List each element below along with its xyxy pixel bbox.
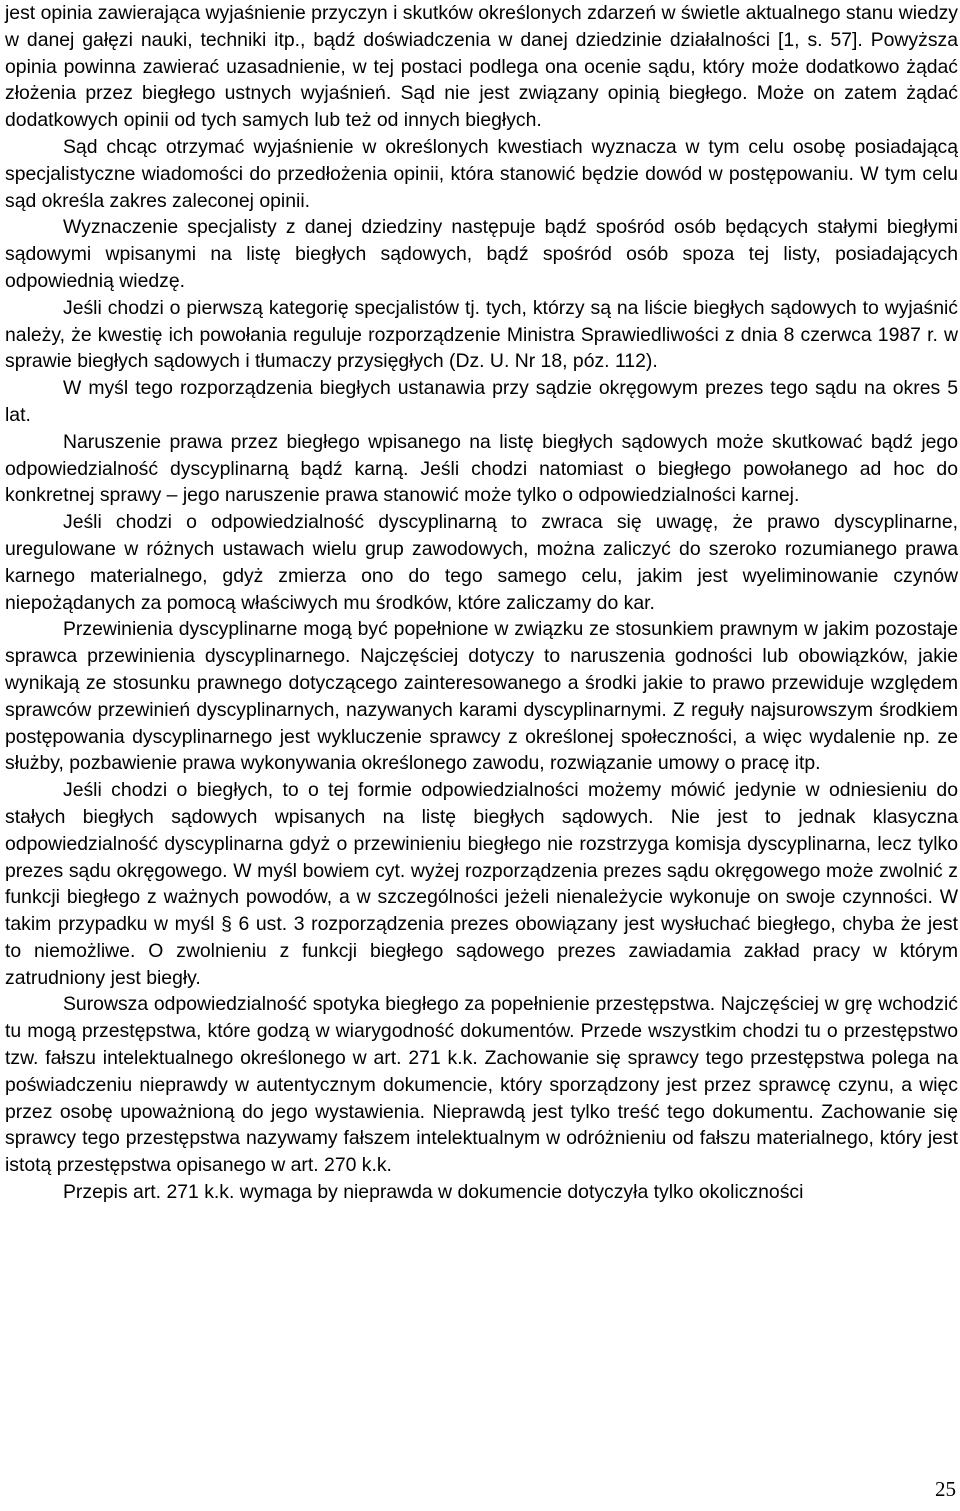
paragraph-5: W myśl tego rozporządzenia biegłych ustanawia przy sądzie okręgowym prezes tego sądu na okres 5 lat. <box>5 377 958 426</box>
paragraph-3: Wyznaczenie specjalisty z danej dziedziny następuje bądź spośród osób będących stałymi biegłymi sądowymi wpisanymi na listę biegłych sądowych, bądź spośród osób spoza tej listy, posiadających odpowiednią wiedzę. <box>5 216 958 292</box>
paragraph-7: Jeśli chodzi o odpowiedzialność dyscyplinarną to zwraca się uwagę, że prawo dyscyplinarne, uregulowane w różnych ustawach wielu grup zawodowych, można zaliczyć do szeroko rozumianego prawa karnego materialnego, gdyż zmierza ono do tego samego celu, jakim jest wyeliminowanie czynów niepożądanych za pomocą właściwych mu środków, które zaliczamy do kar. <box>5 511 958 614</box>
paragraph-11: Przepis art. 271 k.k. wymaga by nieprawda w dokumencie dotyczyła tylko okoliczności <box>63 1181 804 1204</box>
paragraph-6: Naruszenie prawa przez biegłego wpisanego na listę biegłych sądowych może skutkować bądź jego odpowiedzialność dyscyplinarną bądź karną. Jeśli chodzi natomiast o biegłego powołanego ad hoc do konkretnej sprawy – jego naruszenie prawa stanowić może tylko o odpowiedzialności karnej. <box>5 430 958 507</box>
paragraph-10: Surowsza odpowiedzialność spotyka biegłego za popełnienie przestępstwa. Najczęściej w grę wchodzić tu mogą przestępstwa, które godzą w wiarygodność dokumentów. Przede wszystkim chodzi tu o przestępstwo tzw. fałszu intelektualnego określonego w art. 271 k.k. Zachowanie się sprawcy tego przestępstwa polega na poświadczeniu nieprawdy w autentycznym dokumencie, który sporządzony jest przez sprawcę czynu, a więc przez osobę upoważnioną do jego wystawienia. Nieprawdą jest tylko treść tego dokumentu. Zachowanie się sprawcy tego przestępstwa nazywamy fałszem intelektualnym w odróżnieniu od fałszu materialnego, który jest istotą przestępstwa opisanego w art. 270 k.k. <box>5 993 958 1177</box>
page-number: 25 <box>935 1477 956 1501</box>
paragraph-1: jest opinia zawierająca wyjaśnienie przyczyn i skutków określonych zdarzeń w świetle aktualnego stanu wiedzy w danej gałęzi nauki, techniki itp., bądź doświadczenia w danej dziedzinie działalności [1, s. 57]. Powyższa opinia powinna zawierać uzasadnienie, w tej postaci podlega ona ocenie sądu, który może dodatkowo żądać złożenia przez biegłego ustnych wyjaśnień. Sąd nie jest związany opinią biegłego. Może on zatem żądać dodatkowych opinii od tych samych lub też od innych biegłych. <box>5 2 958 132</box>
paragraph-4: Jeśli chodzi o pierwszą kategorię specjalistów tj. tych, którzy są na liście biegłych sądowych to wyjaśnić należy, że kwestię ich powołania reguluje rozporządzenie Ministra Sprawiedliwości z dnia 8 czerwca 1987 r. w sprawie biegłych sądowych i tłumaczy przysięgłych (Dz. U. Nr 18, póz. 112). <box>5 296 958 373</box>
paragraph-8: Przewinienia dyscyplinarne mogą być popełnione w związku ze stosunkiem prawnym w jakim pozostaje sprawca przewinienia dyscyplinarnego. Najczęściej dotyczy to naruszenia godności lub obowiązków, jakie wynikają ze stosunku prawnego dotyczącego zainteresowanego a środki jakie to prawo przewiduje względem sprawców przewinień dyscyplinarnych, nazywanych karami dyscyplinarnymi. Z reguły najsurowszym środkiem postępowania dyscyplinarnego jest wykluczenie sprawcy z określonej społeczności, a więc wydalenie np. ze służby, pozbawienie prawa wykonywania określonego zawodu, rozwiązanie umowy o pracę itp. <box>5 618 958 775</box>
paragraph-9: Jeśli chodzi o biegłych, to o tej formie odpowiedzialności możemy mówić jedynie w odniesieniu do stałych biegłych sądowych wpisanych na listę biegłych sądowych. Nie jest to jednak klasyczna odpowiedzialność dyscyplinarna gdyż o przewinieniu biegłego nie rozstrzyga komisja dyscyplinarna, lecz tylko prezes sądu okręgowego. W myśl bowiem cyt. wyżej rozporządzenia prezes sądu okręgowego może zwolnić z funkcji biegłego z ważnych powodów, a w szczególności jeżeli nienależycie wykonuje on swoje czynności. W takim przypadku w myśl § 6 ust. 3 rozporządzenia prezes obowiązany jest wysłuchać biegłego, chyba że jest to niemożliwe. O zwolnieniu z funkcji biegłego sądowego prezes zawiadamia zakład pracy w którym zatrudniony jest biegły. <box>5 779 958 989</box>
document-page <box>5 0 958 1206</box>
paragraph-2: Sąd chcąc otrzymać wyjaśnienie w określonych kwestiach wyznacza w tym celu osobę posiadającą specjalistyczne wiadomości do przedłożenia opinii, która stanowić będzie dowód w postępowaniu. W tym celu sąd określa zakres zaleconej opinii. <box>5 135 958 212</box>
